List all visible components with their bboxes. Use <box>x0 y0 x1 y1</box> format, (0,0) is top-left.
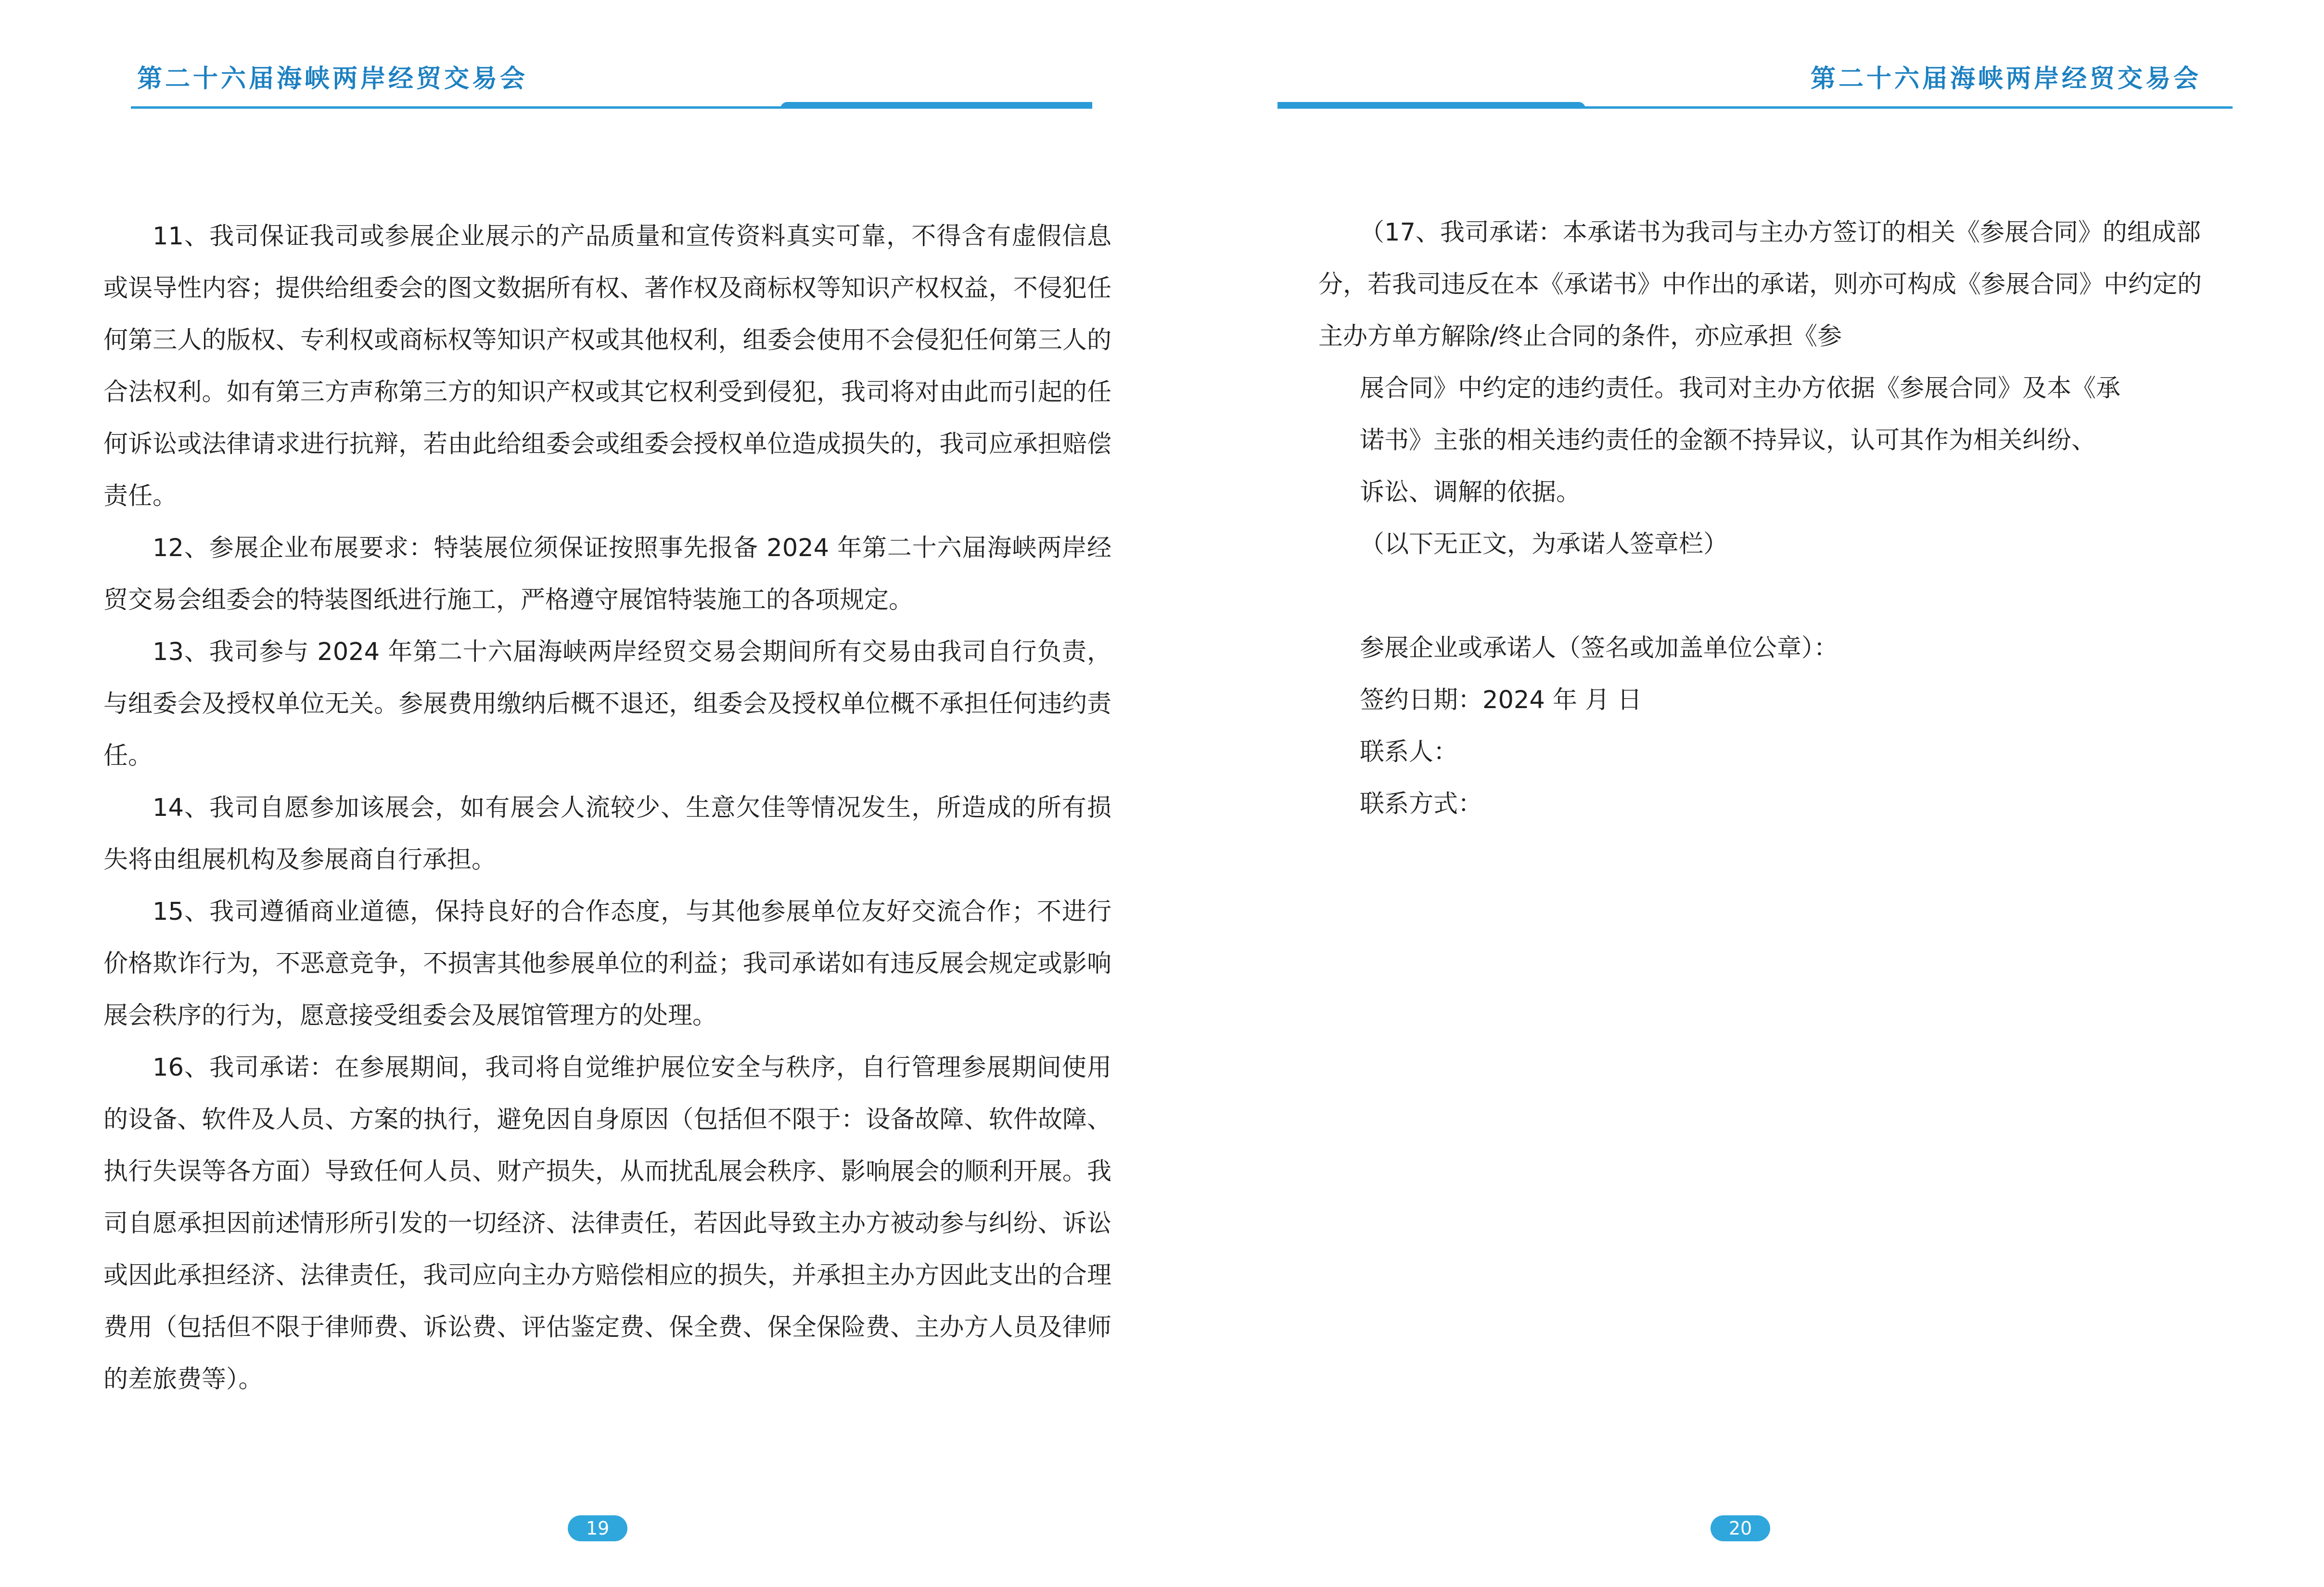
contact-person-label: 联系人： <box>1360 738 1458 766</box>
clause-17-line: 诺书》主张的相关违约责任的金额不持异议，认可其作为相关纠纷、 <box>1360 426 2096 455</box>
clause-12: 12、参展企业布展要求：特装展位须保证按照事先报备 2024 年第二十六届海峡两岸经贸交易会组委会的特装图纸进行施工，严格遵守展馆特装施工的各项规定。 <box>103 534 1111 614</box>
spacer <box>1318 571 2254 622</box>
header-title: 第二十六届海峡两岸经贸交易会 <box>137 64 528 93</box>
clause-17-line: （17、我司承诺：本承诺书为我司与主办方签订的相关《参展合同》的组成部 <box>1360 218 2201 247</box>
clause-17-line: 展合同》中约定的违约责任。我司对主办方依据《参展合同》及本《承 <box>1360 374 2121 403</box>
clause-17-line: 分，若我司违反在本《承诺书》中作出的承诺，则亦可构成《参展合同》中约定的 <box>1318 270 2202 299</box>
page-number: 19 <box>568 1515 627 1541</box>
header-rule <box>1277 101 2233 109</box>
page-number: 20 <box>1711 1515 1770 1541</box>
clause-13: 13、我司参与 2024 年第二十六届海峡两岸经贸交易会期间所有交易由我司自行负责，与组委会及授权单位无关。参展费用缴纳后概不退还，组委会及授权单位概不承担任何违约责任。 <box>103 638 1111 770</box>
sign-date-label: 签约日期：2024 年 月 日 <box>1360 686 1642 714</box>
no-further-text-note: （以下无正文，为承诺人签章栏） <box>1360 530 1728 559</box>
right-page <box>1162 0 2324 1587</box>
body-text <box>1318 207 2254 830</box>
clause-14: 14、我司自愿参加该展会，如有展会人流较少、生意欠佳等情况发生，所造成的所有损失将由组展机构及参展商自行承担。 <box>103 794 1111 874</box>
clause-17-line: 诉讼、调解的依据。 <box>1360 478 1581 507</box>
contact-method-label: 联系方式： <box>1360 790 1483 818</box>
header-title: 第二十六届海峡两岸经贸交易会 <box>1810 64 2201 93</box>
body-text <box>103 211 1111 1406</box>
clause-15: 15、我司遵循商业道德，保持良好的合作态度，与其他参展单位友好交流合作；不进行价格欺诈行为，不恶意竞争，不损害其他参展单位的利益；我司承诺如有违反展会规定或影响展会秩序的行为，愿意接受组委会及展馆管理方的处理。 <box>103 898 1111 1030</box>
clause-17-line: 主办方单方解除/终止合同的条件，亦应承担《参 <box>1318 322 1842 351</box>
signatory-label: 参展企业或承诺人（签名或加盖单位公章）： <box>1360 634 1839 662</box>
clause-11: 11、我司保证我司或参展企业展示的产品质量和宣传资料真实可靠，不得含有虚假信息或误导性内容；提供给组委会的图文数据所有权、著作权及商标权等知识产权权益，不侵犯任何第三人的版权、专利权或商标权等知识产权或其他权利，组委会使用不会侵犯任何第三人的合法权利。如有第三方声称第三方的知识产权或其它权利受到侵犯，我司将对由此而引起的任何诉讼或法律请求进行抗辩，若由此给组委会或组委会授权单位造成损失的，我司应承担赔偿责任。 <box>103 222 1111 510</box>
clause-16: 16、我司承诺：在参展期间，我司将自觉维护展位安全与秩序，自行管理参展期间使用的设备、软件及人员、方案的执行，避免因自身原因（包括但不限于：设备故障、软件故障、执行失误等各方面）导致任何人员、财产损失，从而扰乱展会秩序、影响展会的顺利开展。我司自愿承担因前述情形所引发的一切经济、法律责任，若因此导致主办方被动参与纠纷、诉讼或因此承担经济、法律责任，我司应向主办方赔偿相应的损失，并承担主办方因此支出的合理费用（包括但不限于律师费、诉讼费、评估鉴定费、保全费、保全保险费、主办方人员及律师的差旅费等）。 <box>103 1054 1111 1394</box>
header-rule <box>131 101 1092 109</box>
